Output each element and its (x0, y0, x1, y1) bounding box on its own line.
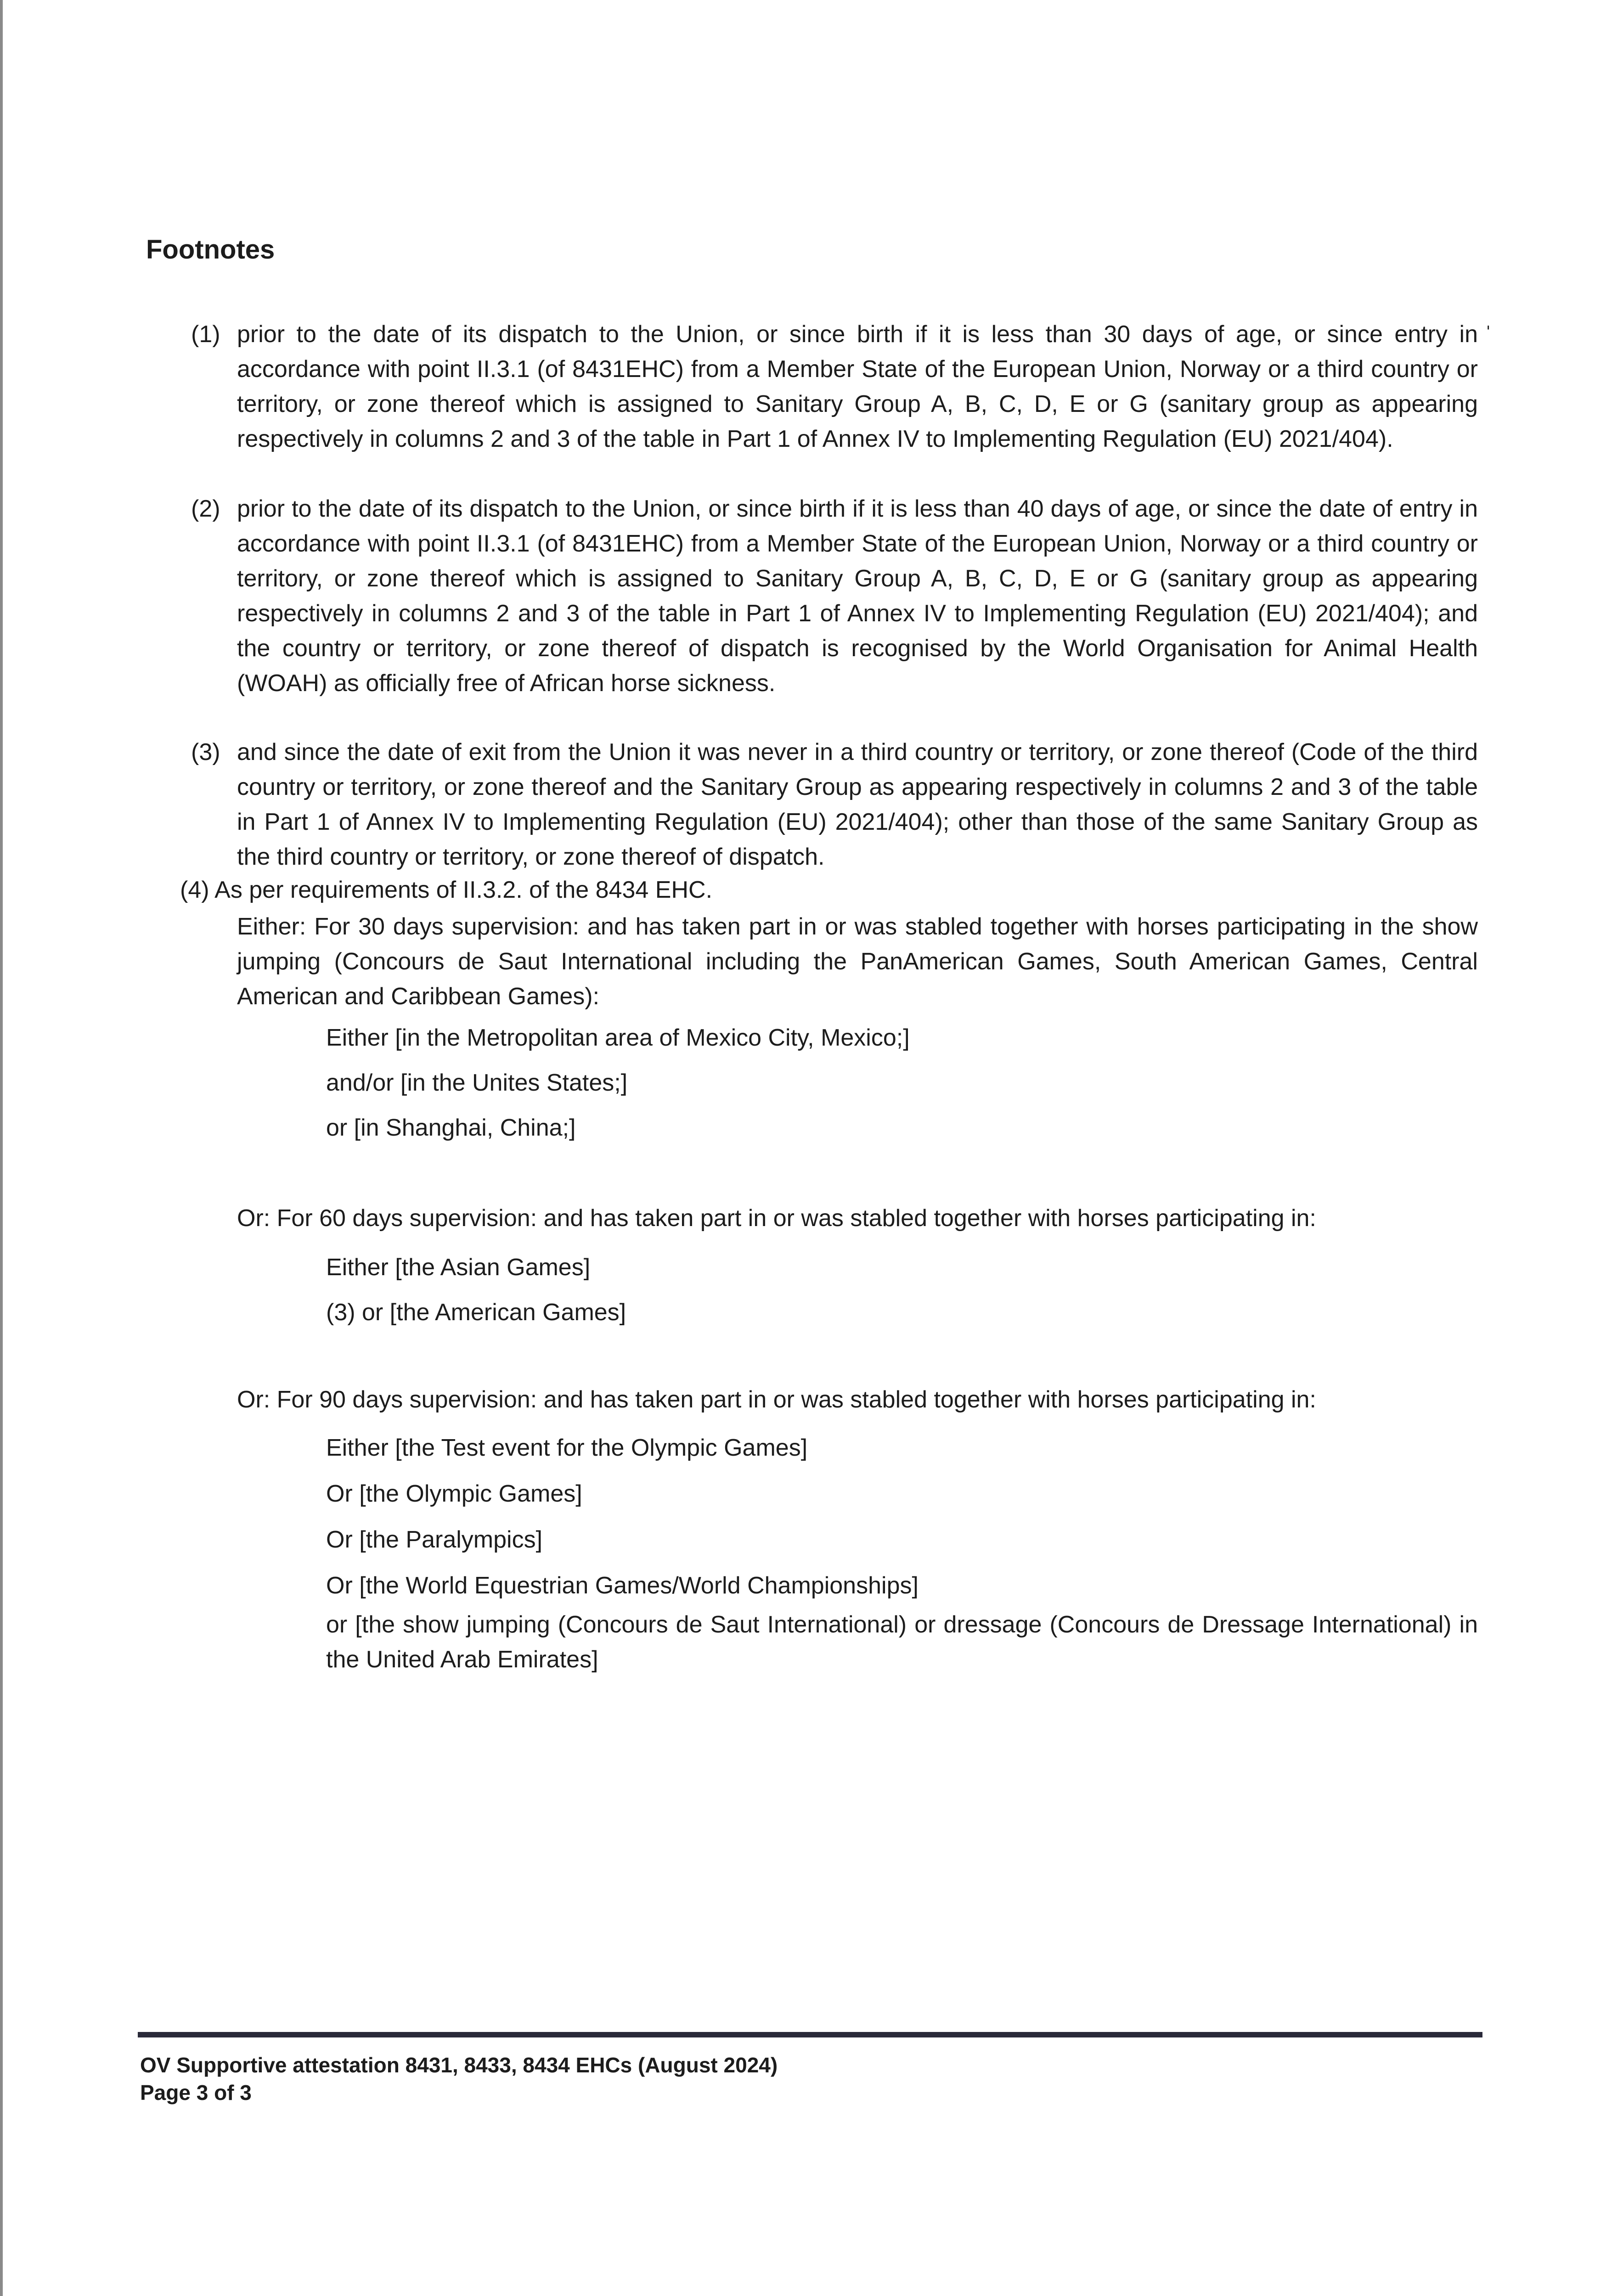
scan-mark: ˈ (1484, 322, 1493, 349)
footnote-text: prior to the date of its dispatch to the Union, or since birth if it is less than 40 days of age, or since the date of entry in accordance with point II.3.1 (of 8431EHC) from a Member State of the European Union, Norway or a third country or territory, or zone thereof which is assigned to Sanitary Group A, B, C, D, E or G (sanitary group as appearing respectively in columns 2 and 3 of the table in Part 1 of Annex IV to Implementing Regulation (EU) 2021/404); and the country or territory, or zone thereof of dispatch is recognised by the World Organisation for Animal Health (WOAH) as officially free of African horse sickness. (237, 495, 1478, 697)
footnote-4-intro: (4) As per requirements of II.3.2. of the 8434 EHC. (180, 877, 713, 903)
list-item: Or [the World Equestrian Games/World Championships] (326, 1572, 919, 1599)
footnote-number: (3) (191, 739, 220, 765)
list-item: or [the show jumping (Concours de Saut International) or dressage (Concours de Dressage International) in the United Arab Emirates] (326, 1611, 1478, 1673)
list-item: Or [the Olympic Games] (326, 1480, 582, 1507)
footer-divider (138, 2032, 1482, 2037)
footnote-3 (191, 735, 1478, 874)
footnote-1 (191, 317, 1478, 456)
list-item: Either [the Test event for the Olympic Games] (326, 1435, 808, 1461)
supervision-30-days: Either: For 30 days supervision: and has taken part in or was stabled together with horses participating in the show jumping (Concours de Saut International including the PanAmerican Games, South American Games, Central American and Caribbean Games): (237, 913, 1478, 1010)
footnote-2 (191, 491, 1478, 701)
list-item: (3) or [the American Games] (326, 1299, 626, 1326)
list-item: Either [in the Metropolitan area of Mexico City, Mexico;] (326, 1024, 910, 1051)
list-item: and/or [in the Unites States;] (326, 1069, 628, 1096)
footnote-text: prior to the date of its dispatch to the Union, or since birth if it is less than 30 days of age, or since entry in accordance with point II.3.1 (of 8431EHC) from a Member State of the European Union, Norway or a third country or territory, or zone thereof which is assigned to Sanitary Group A, B, C, D, E or G (sanitary group as appearing respectively in columns 2 and 3 of the table in Part 1 of Annex IV to Implementing Regulation (EU) 2021/404). (237, 321, 1478, 452)
supervision-90-days: Or: For 90 days supervision: and has taken part in or was stabled together with horses participating in: (237, 1386, 1316, 1413)
footer-title: OV Supportive attestation 8431, 8433, 8434 EHCs (August 2024) (140, 2053, 778, 2077)
supervision-60-days: Or: For 60 days supervision: and has taken part in or was stabled together with horses participating in: (237, 1205, 1316, 1232)
list-item: Either [the Asian Games] (326, 1254, 591, 1281)
list-item: Or [the Paralympics] (326, 1526, 543, 1553)
page-number: Page 3 of 3 (140, 2081, 252, 2105)
footnote-number: (1) (191, 321, 220, 348)
footnote-number: (2) (191, 495, 220, 522)
footnote-text: and since the date of exit from the Union it was never in a third country or territory, or zone thereof (Code of the third country or territory, or zone thereof and the Sanitary Group as appearing respectively in columns 2 and 3 of the table in Part 1 of Annex IV to Implementing Regulation (EU) 2021/404); other than those of the same Sanitary Group as the third country or territory, or zone thereof of dispatch. (237, 739, 1478, 870)
footnotes-heading: Footnotes (146, 235, 275, 264)
list-item: or [in Shanghai, China;] (326, 1114, 576, 1141)
scan-edge (0, 0, 3, 2296)
